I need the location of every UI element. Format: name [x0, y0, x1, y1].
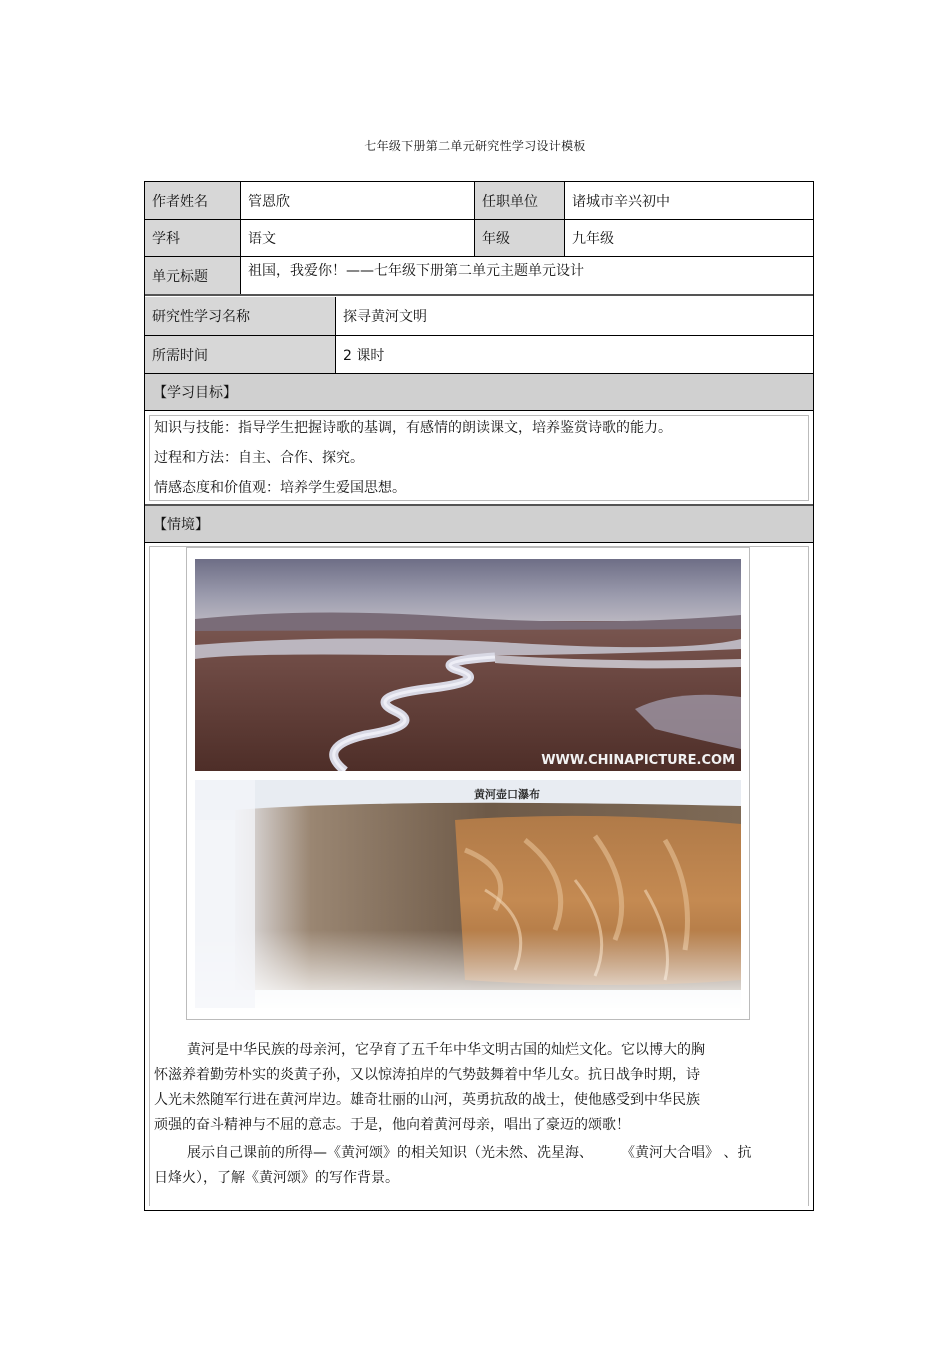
scene-paragraph-1-line-3: 人光未然随军行进在黄河岸边。雄奇壮丽的山河，英勇抗敌的战士，使他感受到中华民族: [154, 1092, 700, 1108]
goal-process: 过程和方法：自主、合作、探究。: [154, 450, 364, 466]
subject-label: 学科: [145, 220, 241, 256]
time-value: 2 课时: [343, 347, 385, 364]
goal-knowledge: 知识与技能：指导学生把握诗歌的基调，有感情的朗读课文，培养鉴赏诗歌的能力。: [154, 420, 672, 436]
unit-title-label: 单元标题: [145, 257, 241, 294]
unit-title-value: 祖国，我爱你！——七年级下册第二单元主题单元设计: [248, 263, 584, 279]
scene-paragraph-2-line-1: 展示自己课前的所得—《黄河颂》的相关知识（光未然、冼星海、 《黄河大合唱》 、抗: [187, 1145, 752, 1161]
hukou-waterfall-photo: [195, 780, 741, 1008]
photo-panel: [186, 547, 750, 1020]
scene-paragraph-2-line-2: 日烽火），了解《黄河颂》的写作背景。: [154, 1170, 399, 1186]
time-label: 所需时间: [145, 336, 336, 373]
lesson-template-table: [144, 181, 814, 1211]
grade-label: 年级: [475, 220, 565, 256]
scene-content: [149, 546, 809, 1206]
photo1-watermark: WWW.CHINAPICTURE.COM: [541, 753, 735, 768]
author-label: 作者姓名: [145, 182, 241, 219]
info-row-subject: [145, 220, 813, 256]
yellow-river-meander-photo: [195, 559, 741, 771]
research-name-value: 探寻黄河文明: [343, 309, 427, 325]
scene-paragraph-1-line-4: 顽强的奋斗精神与不屈的意志。于是，他向着黄河母亲，唱出了豪迈的颂歌！: [154, 1117, 630, 1133]
goals-content: [149, 415, 809, 501]
employer-value: 诸城市辛兴初中: [572, 193, 670, 210]
info-row-author: [145, 182, 813, 219]
goals-heading: 【学习目标】: [145, 374, 813, 410]
subject-value: 语文: [241, 220, 475, 256]
research-name-label: 研究性学习名称: [145, 297, 336, 335]
author-value: 管恩欣: [241, 182, 475, 219]
grade-value: 九年级: [572, 231, 614, 247]
scene-paragraph-1-line-2: 怀滋养着勤劳朴实的炎黄子孙，又以惊涛拍岸的气势鼓舞着中华儿女。抗日战争时期，诗: [154, 1067, 700, 1083]
document-title: 七年级下册第二单元研究性学习设计模板: [364, 139, 586, 153]
scene-heading: 【情境】: [145, 506, 813, 542]
employer-label: 任职单位: [475, 182, 565, 219]
photo2-caption: 黄河壶口瀑布: [474, 788, 540, 801]
scene-paragraph-1-line-1: 黄河是中华民族的母亲河，它孕育了五千年中华文明古国的灿烂文化。它以博大的胸: [187, 1042, 705, 1058]
research-row-time: [145, 336, 813, 373]
goal-emotion: 情感态度和价值观：培养学生爱国思想。: [154, 480, 406, 496]
info-row-unit-title: [145, 257, 813, 294]
research-row-name: [145, 297, 813, 335]
